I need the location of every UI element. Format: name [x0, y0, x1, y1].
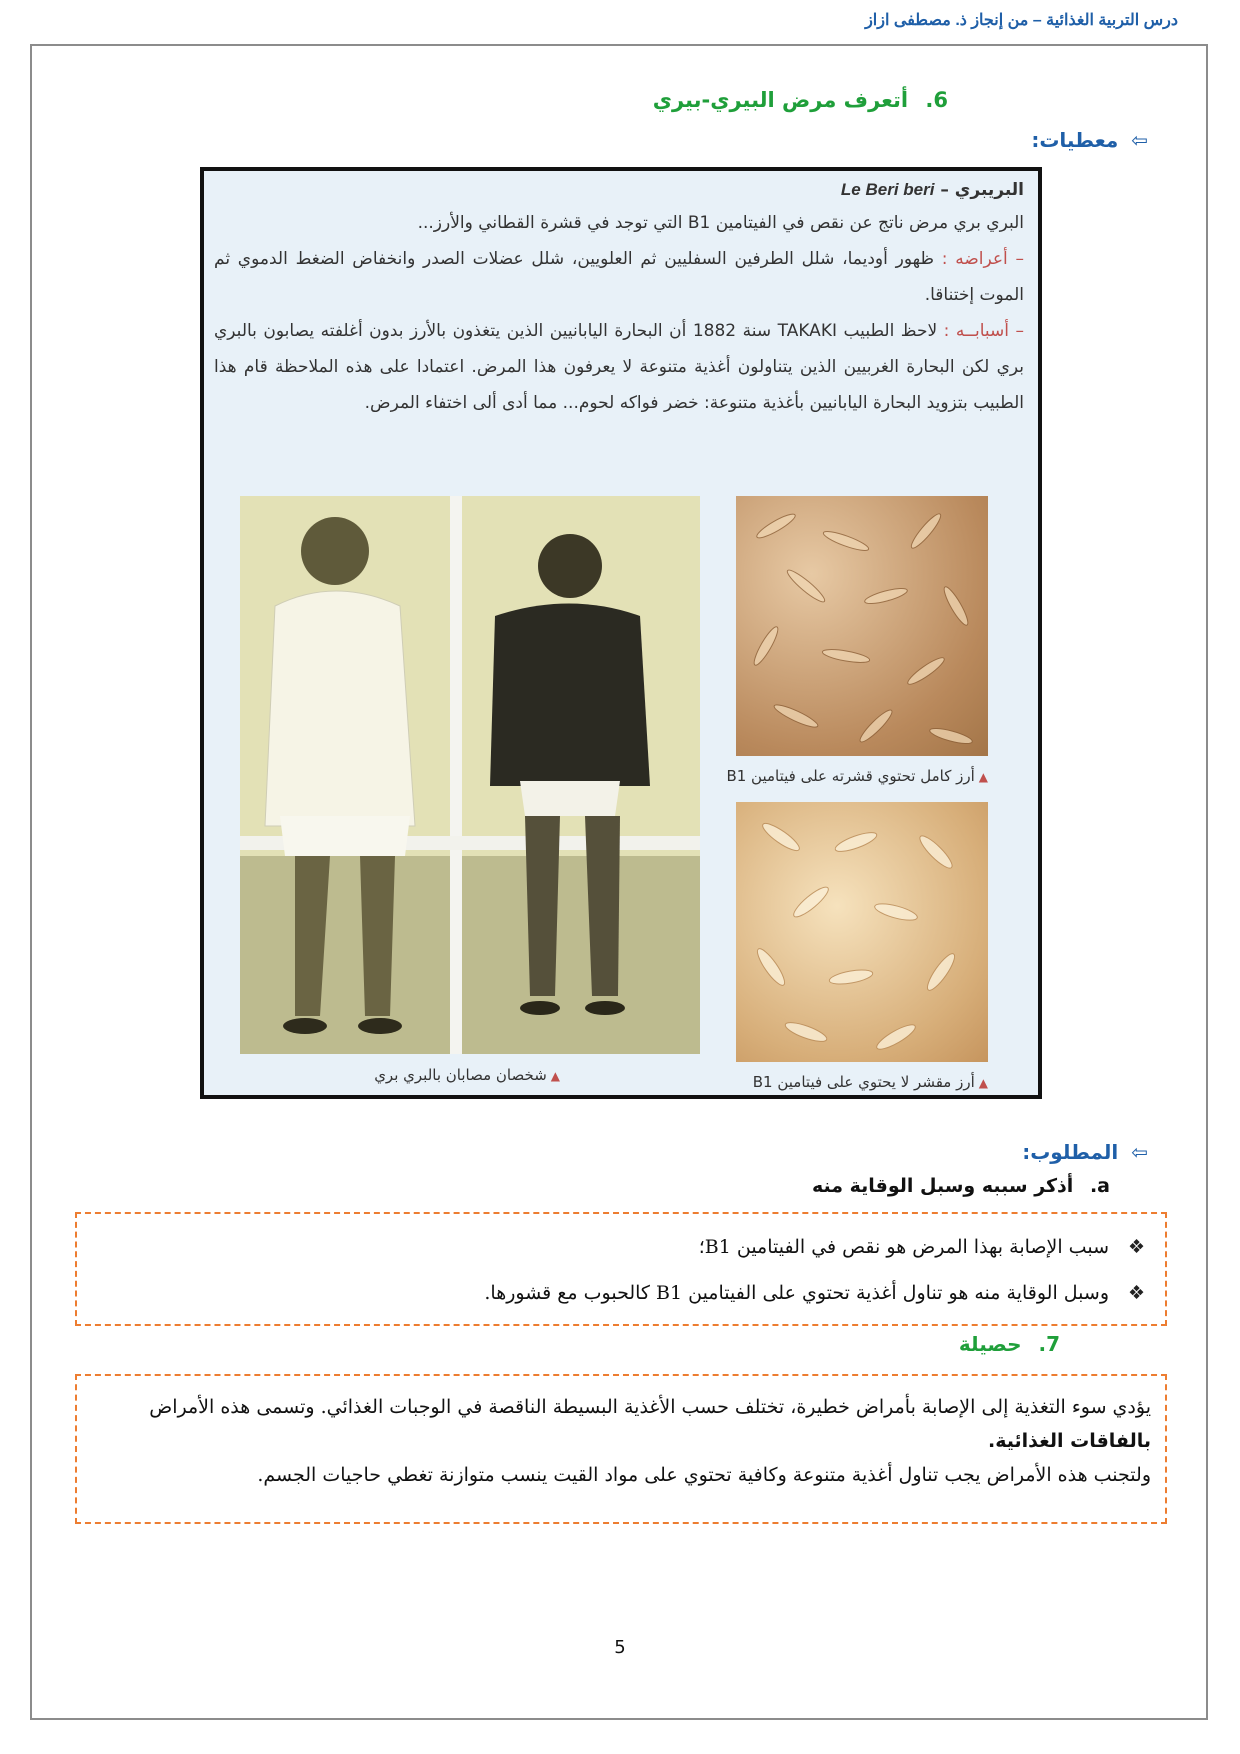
patients-illustration: [240, 496, 700, 1054]
triangle-marker-icon: ▲: [978, 770, 988, 784]
causes-text: لاحظ الطبيب TAKAKI سنة 1882 أن البحارة اليابانيين الذين يتغذون بالأرز بدون أغلفته يصابون بالبري بري لكن البحارة الغربيين الذين يتناولون أغذية متنوعة لا يعرفون هذا المرض. اعتمادا على هذه الملاحظة قام هذا الطبيب بتزويد البحارة اليابانيين بأغذية متنوعة: خضر فواكه لحوم... مما أدى ألى اختفاء المرض.: [214, 321, 1024, 413]
page-number: 5: [614, 1637, 626, 1658]
patients-caption: ▲شخصان مصابان بالبري بري: [374, 1066, 560, 1084]
page-header: درس التربية الغذائية – من إنجاز ذ. مصطفى ازاز: [865, 12, 1178, 29]
husked-rice-photo: [736, 802, 988, 1062]
section-7-text: حصيلة: [958, 1332, 1022, 1356]
figure-title-fr: Le Beri beri: [840, 180, 935, 199]
symptoms-text: ظهور أوديما، شلل الطرفين السفليين ثم العلويين، شلل عضلات الصدر وانخفاض الضغط الدموي ثم الموت إختناقا.: [214, 249, 1024, 305]
question-a-text: أذكر سببه وسبل الوقاية منه: [811, 1175, 1074, 1197]
data-label-text: معطيات:: [1031, 128, 1119, 152]
section-6-text: أتعرف مرض البيري-بيري: [652, 88, 909, 112]
figure-intro: البري بري مرض ناتج عن نقص في الفيتامين B1 التي توجد في قشرة القطاني والأرز...: [417, 213, 1024, 233]
beriberi-figure: [200, 167, 1042, 1099]
summary-line-1: يؤدي سوء التغذية إلى الإصابة بأمراض خطيرة، تختلف حسب الأغذية البسيطة الناقصة في الوجبات الغذائي. وتسمى هذه الأمراض: [149, 1396, 1151, 1418]
question-a: [410, 1175, 1110, 1197]
diamond-bullet-icon: ❖: [1127, 1282, 1145, 1304]
husked-rice-caption: ▲أرز مقشر لا يحتوي على فيتامين B1: [752, 1073, 988, 1091]
arrow-right-icon: ⇦: [1131, 128, 1148, 152]
summary-bold-term: بالفاقات الغذائية.: [988, 1430, 1151, 1452]
figure-symptoms: [214, 241, 1024, 313]
summary-box: [75, 1374, 1167, 1524]
summary-text: [77, 1376, 1165, 1492]
data-label: [748, 128, 1148, 152]
symptoms-label: – أعراضه :: [941, 249, 1025, 269]
whole-rice-photo: [736, 496, 988, 756]
answer-line-1: ❖ سبب الإصابة بهذا المرض هو نقص في الفيتامين B1؛: [699, 1232, 1109, 1262]
diamond-bullet-icon: ❖: [1127, 1236, 1145, 1258]
section-6-title: [348, 88, 948, 112]
section-7-title: [660, 1332, 1060, 1356]
required-label: [748, 1140, 1148, 1164]
triangle-marker-icon: ▲: [550, 1069, 560, 1083]
whole-rice-grains: [736, 496, 988, 756]
figure-causes: [214, 313, 1024, 421]
summary-line-2: ولتجنب هذه الأمراض يجب تناول أغذية متنوعة وكافية تحتوي على مواد القيت ينسب متوازنة تغطي حاجيات الجسم.: [257, 1464, 1151, 1486]
figure-text-block: [214, 175, 1024, 421]
answer-line-2: ❖ وسبل الوقاية منه هو تناول أغذية تحتوي على الفيتامين B1 كالحبوب مع قشورها.: [484, 1278, 1109, 1308]
triangle-marker-icon: ▲: [978, 1076, 988, 1090]
causes-label: – أسبابــه :: [943, 321, 1025, 341]
whole-rice-caption: ▲أرز كامل تحتوي قشرته على فيتامين B1: [726, 767, 988, 785]
arrow-right-icon: ⇦: [1131, 1140, 1148, 1164]
answer-box: [75, 1212, 1167, 1326]
section-7-number: 7.: [1038, 1332, 1060, 1356]
required-label-text: المطلوب:: [1022, 1140, 1119, 1164]
figure-title-ar: البريبري –: [940, 180, 1024, 200]
section-6-number: 6.: [925, 88, 948, 112]
husked-rice-grains: [736, 802, 988, 1062]
question-a-letter: a.: [1089, 1175, 1110, 1197]
figure-title: [214, 175, 1024, 205]
beriberi-patients-photo: [240, 496, 700, 1054]
